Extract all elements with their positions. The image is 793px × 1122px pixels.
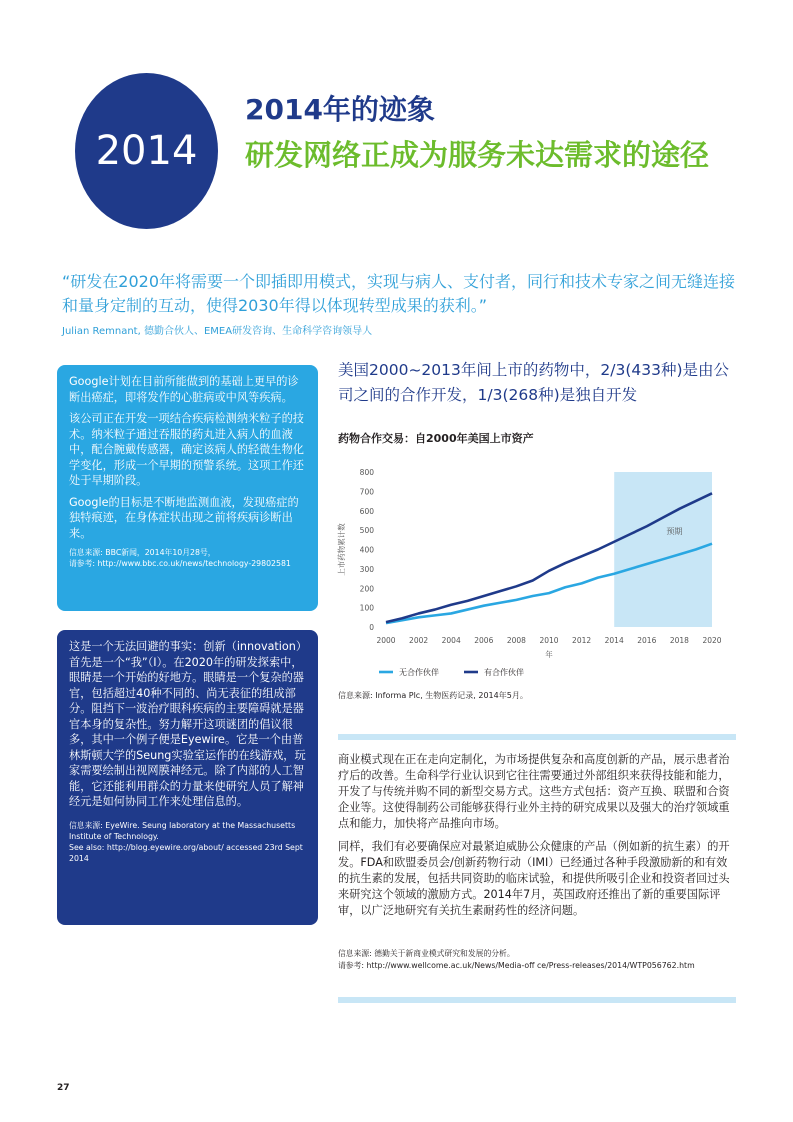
y-tick-label: 800 xyxy=(359,468,374,477)
eyewire-sidebar-box xyxy=(57,630,318,925)
y-tick-label: 600 xyxy=(359,506,374,516)
page-subtitle: 研发网络正成为服务未达需求的途径 xyxy=(245,138,710,172)
y-axis-label: 上市药物累计数 xyxy=(337,523,346,576)
year-badge xyxy=(75,73,218,229)
legend-label-1: 无合作伙伴 xyxy=(399,668,439,677)
y-tick-label: 200 xyxy=(359,584,374,594)
divider xyxy=(338,997,736,1003)
page-title: 2014年的迹象 xyxy=(245,93,435,126)
box2-paragraph: 这是一个无法回避的事实：创新（innovation）首先是一个“我”（I）。在2020年的研发探索中，眼睛是一个开始的好地方。眼睛是一个复杂的器官，包括超过40种不同的、尚无表征的组成部分。阻挡下一波治疗眼科疾病的主要障碍就是器官本身的复杂性。努力解开这项谜团的倡议很多，其中一个例子便是Eyewire。它是一个由普林斯顿大学的Seung实验室运作的在线游戏，玩家需要绘制出视网膜神经元。除了内部的人工智能，它还能利用群众的力量来使研究人员了解神经元是如何协同工作来处理信息的。 xyxy=(69,640,306,808)
y-tick-label: 400 xyxy=(359,545,374,555)
body-source xyxy=(338,948,738,972)
box1-paragraph-3: Google的目标是不断地监测血液，发现癌症的独特痕迹，在身体症状出现之前将疾病诊断出来。 xyxy=(69,495,299,540)
box1-source: 信息来源: BBC新闻，2014年10月28号， xyxy=(69,548,216,557)
page-number: 27 xyxy=(57,1083,70,1093)
x-tick-label: 2008 xyxy=(506,636,526,645)
y-tick-label: 700 xyxy=(359,487,374,497)
x-tick-label: 2014 xyxy=(604,636,624,645)
divider xyxy=(338,734,736,740)
box2-source: 信息来源: EyeWire. Seung laboratory at the Massachusetts Institute of Technology. xyxy=(69,820,296,841)
box2-source-link: See also: http://blog.eyewire.org/about/ accessed 23rd Sept 2014 xyxy=(69,842,303,863)
body-paragraph-2: 同样，我们有必要确保应对最紧迫威胁公众健康的产品（例如新的抗生素）的开发。FDA和欧盟委员会/创新药物行动（IMI）已经通过各种手段激励新的和有效的抗生素的发展，包括共同资助的临床试验，和提供所吸引企业和投资者回过头来研究这个领域的激励方式。2014年7月，英国政府还推出了新的重要国际评审，以广泛地研究有关抗生素耐药性的经济问题。 xyxy=(338,840,730,917)
x-tick-label: 2020 xyxy=(702,636,722,645)
body-text xyxy=(338,752,738,926)
legend-label-2: 有合作伙伴 xyxy=(484,668,524,677)
x-axis-label: 年 xyxy=(545,650,553,659)
chart-source: 信息来源: Informa Plc, 生物医药记录, 2014年5月。 xyxy=(338,691,528,700)
x-tick-label: 2000 xyxy=(376,636,396,645)
line-chart xyxy=(334,462,734,684)
forecast-label: 预期 xyxy=(666,527,683,536)
x-tick-label: 2016 xyxy=(637,636,657,645)
box1-paragraph-1: Google计划在目前所能做到的基础上更早的诊断出癌症，即将发作的心脏病或中风等疾病。 xyxy=(69,375,299,404)
box1-source-link: 请参考: http://www.bbc.co.uk/news/technology-29802581 xyxy=(69,559,291,568)
x-tick-label: 2010 xyxy=(539,636,559,645)
body-paragraph-1: 商业模式现在正在走向定制化，为市场提供复杂和高度创新的产品，展示患者治疗后的改善。生命科学行业认识到它往往需要通过外部组织来获得技能和能力，开发了与传统并购不同的新型交易方式。这些方式包括：资产互换、联盟和合资企业等。这使得制药公司能够获得行业外主持的研究成果以及强大的治疗领域重点和能力，加快将产品推向市场。 xyxy=(338,753,730,830)
year-badge-text: 2014 xyxy=(95,128,198,174)
x-tick-label: 2002 xyxy=(409,636,429,645)
x-tick-label: 2018 xyxy=(669,636,689,645)
body-source-link: 请参考: http://www.wellcome.ac.uk/News/Media-off ce/Press-releases/2014/WTP056762.htm xyxy=(338,961,695,970)
body-source-line: 信息来源: 德勤关于新商业模式研究和发展的分析。 xyxy=(338,949,515,958)
x-tick-label: 2004 xyxy=(441,636,461,645)
y-tick-label: 300 xyxy=(359,564,374,574)
y-tick-label: 0 xyxy=(369,623,374,632)
box1-paragraph-2: 该公司正在开发一项结合疾病检测纳米粒子的技术。纳米粒子通过吞服的药丸进入病人的血液中，配合腕戴传感器，确定该病人的轻微生物化学变化，形成一个早期的预警系统。这项工作还处于早期阶段。 xyxy=(69,412,304,487)
x-tick-label: 2012 xyxy=(572,636,592,645)
google-sidebar-box xyxy=(57,365,318,611)
pull-quote: “研发在2020年将需要一个即插即用模式，实现与病人、支付者，同行和技术专家之间无缝连接和量身定制的互动，使得2030年得以体现转型成果的获利。” xyxy=(62,272,736,315)
y-tick-label: 100 xyxy=(359,603,374,613)
x-tick-label: 2006 xyxy=(474,636,494,645)
chart-title: 药物合作交易：自2000年美国上市资产 xyxy=(338,432,534,445)
y-tick-label: 500 xyxy=(359,526,374,536)
quote-attribution: Julian Remnant, 德勤合伙人、EMEA研发咨询、生命科学咨询领导人 xyxy=(62,326,373,337)
chart-headline: 美国2000~2013年间上市的药物中，2/3(433种)是由公司之间的合作开发，1/3(268种)是独自开发 xyxy=(338,361,730,404)
